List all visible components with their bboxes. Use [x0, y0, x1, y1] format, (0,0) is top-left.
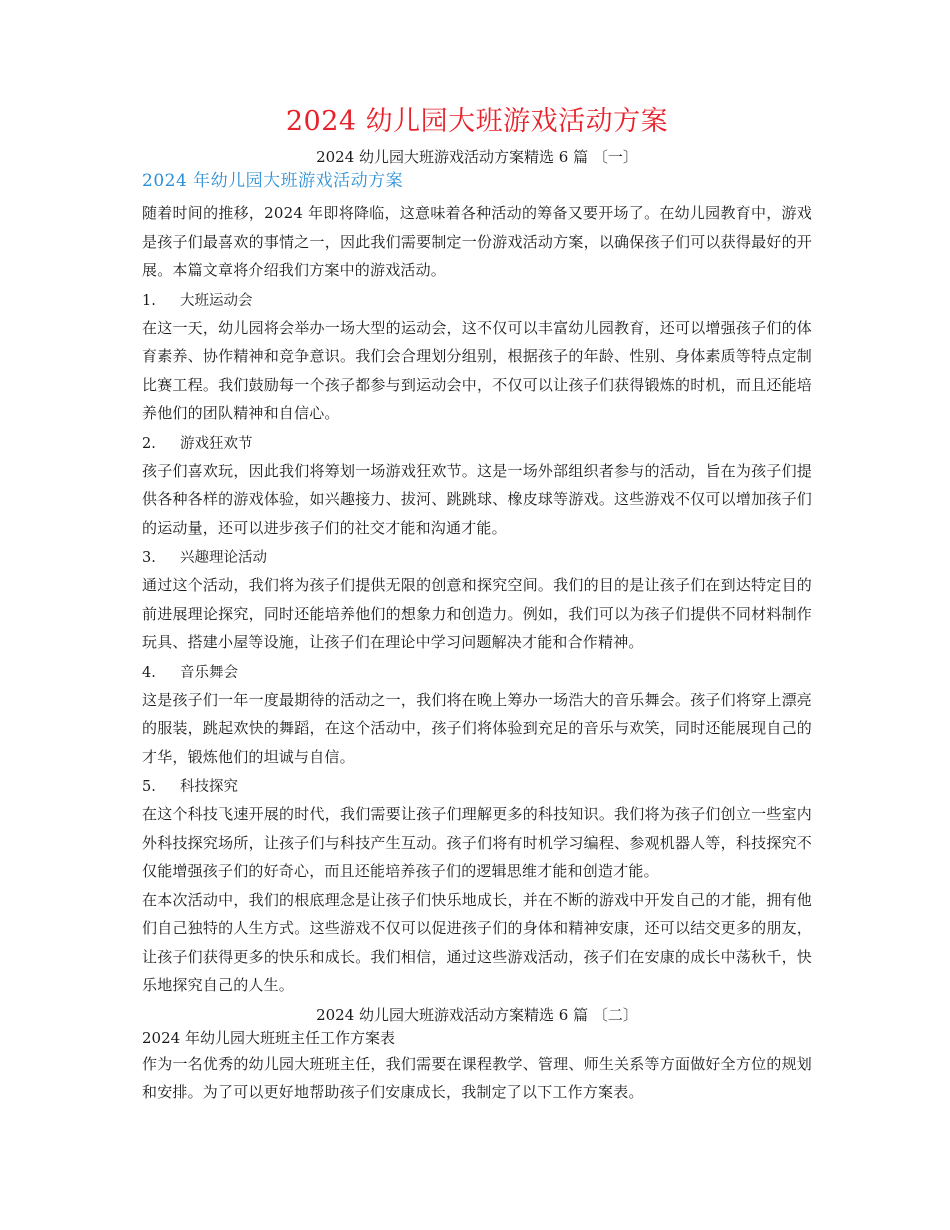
item-title: 游戏狂欢节: [180, 435, 253, 452]
item-title: 音乐舞会: [180, 664, 238, 681]
section1-subtitle: 2024 幼儿园大班游戏活动方案精选 6 篇 〔一〕: [316, 148, 638, 166]
item-number: 3.: [142, 550, 156, 566]
item-title: 兴趣理论活动: [180, 550, 267, 566]
item-heading-1: [142, 289, 812, 314]
item-number: 2.: [142, 435, 156, 452]
item-number: 1.: [142, 292, 156, 309]
item-number: 5.: [142, 779, 156, 795]
section1-intro: 随着时间的推移，2024 年即将降临，这意味着各种活动的筹备又要开场了。在幼儿园教育中，游戏是孩子们最喜欢的事情之一，因此我们需要制定一份游戏活动方案，以确保孩子们可以获得最好的开展。本篇文章将介绍我们方案中的游戏活动。: [142, 204, 812, 279]
section1-heading: 2024 年幼儿园大班游戏活动方案: [142, 171, 404, 191]
item-heading-3: [142, 546, 812, 571]
item-heading-4: [142, 661, 812, 686]
item-heading-5: [142, 775, 812, 800]
item-number: 4.: [142, 664, 156, 681]
section2-intro: 作为一名优秀的幼儿园大班班主任，我们需要在课程教学、管理、师生关系等方面做好全方位的规划和安排。为了可以更好地帮助孩子们安康成长，我制定了以下工作方案表。: [142, 1054, 812, 1101]
section1-conclusion: 在本次活动中，我们的根底理念是让孩子们快乐地成长，并在不断的游戏中开发自己的才能，拥有他们自己独特的人生方式。这些游戏不仅可以促进孩子们的身体和精神安康，还可以结交更多的朋友，让孩子们获得更多的快乐和成长。我们相信，通过这些游戏活动，孩子们在安康的成长中荡秋千，快乐地探究自己的人生。: [142, 890, 812, 994]
section2-heading: 2024 年幼儿园大班班主任工作方案表: [142, 1028, 395, 1047]
item-text-4: 这是孩子们一年一度最期待的活动之一，我们将在晚上筹办一场浩大的音乐舞会。孩子们将穿上漂亮的服装，跳起欢快的舞蹈，在这个活动中，孩子们将体验到充足的音乐与欢笑，同时还能展现自己的才华，锻炼他们的坦诚与自信。: [142, 690, 812, 766]
item-title: 大班运动会: [180, 292, 253, 309]
section2-subtitle: 2024 幼儿园大班游戏活动方案精选 6 篇 〔二〕: [316, 1005, 638, 1024]
item-text-2: 孩子们喜欢玩，因此我们将筹划一场游戏狂欢节。这是一场外部组织者参与的活动，旨在为孩子们提供各种各样的游戏体验，如兴趣接力、拔河、跳跳球、橡皮球等游戏。这些游戏不仅可以增加孩子们的运动量，还可以进步孩子们的社交才能和沟通才能。: [142, 461, 812, 537]
item-heading-2: [142, 432, 812, 457]
item-text-1: 在这一天，幼儿园将会举办一场大型的运动会，这不仅可以丰富幼儿园教育，还可以增强孩子们的体育素养、协作精神和竞争意识。我们会合理划分组别，根据孩子的年龄、性别、身体素质等特点定制比赛工程。我们鼓励每一个孩子都参与到运动会中，不仅可以让孩子们获得锻炼的时机，而且还能培养他们的团队精神和自信心。: [142, 318, 812, 422]
item-title: 科技探究: [180, 779, 238, 795]
document-title: 2024 幼儿园大班游戏活动方案: [285, 106, 669, 137]
document-content: [142, 104, 812, 1107]
item-text-3: 通过这个活动，我们将为孩子们提供无限的创意和探究空间。我们的目的是让孩子们在到达特定目的前进展理论探究，同时还能培养他们的想象力和创造力。例如，我们可以为孩子们提供不同材料制作玩具、搭建小屋等设施，让孩子们在理论中学习问题解决才能和合作精神。: [142, 576, 812, 651]
item-text-5: 在这个科技飞速开展的时代，我们需要让孩子们理解更多的科技知识。我们将为孩子们创立一些室内外科技探究场所，让孩子们与科技产生互动。孩子们将有时机学习编程、参观机器人等，科技探究不仅能增强孩子们的好奇心，而且还能培养孩子们的逻辑思维才能和创造才能。: [142, 805, 812, 880]
